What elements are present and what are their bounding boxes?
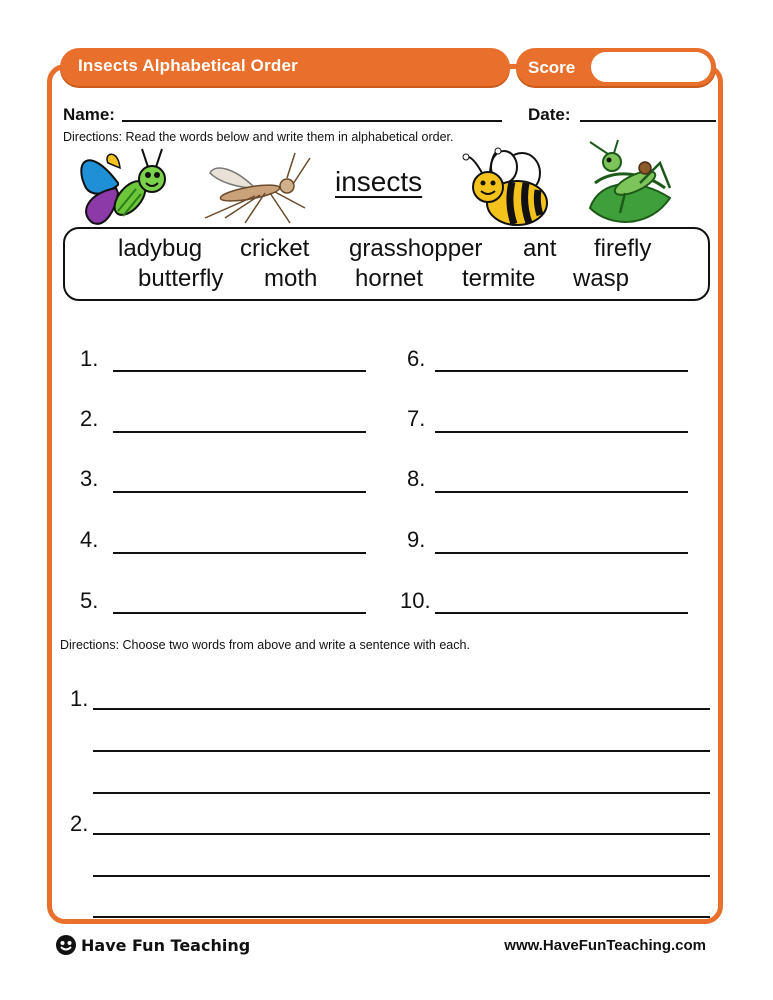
word-grasshopper: grasshopper — [349, 235, 483, 262]
answer-line-4[interactable] — [113, 552, 366, 554]
score-label: Score — [528, 58, 576, 77]
word-wasp: wasp — [573, 265, 630, 292]
word-termite: termite — [462, 265, 536, 292]
answer-line-1[interactable] — [113, 370, 366, 372]
brand-logo-icon — [55, 934, 77, 956]
date-field[interactable] — [580, 120, 716, 122]
answer-line-2[interactable] — [113, 431, 366, 433]
name-field[interactable] — [122, 120, 502, 122]
answer-number: 6. — [407, 346, 426, 371]
word-firefly: firefly — [594, 235, 652, 262]
topic-heading: insects — [335, 166, 423, 197]
answer-line-7[interactable] — [435, 431, 688, 433]
sentence-number: 2. — [70, 811, 89, 836]
answer-line-5[interactable] — [113, 612, 366, 614]
name-label: Name: — [63, 105, 115, 124]
word-ant: ant — [523, 235, 557, 262]
mosquito-icon — [195, 148, 315, 228]
sentence-number: 1. — [70, 686, 89, 711]
brand-logo — [55, 934, 250, 956]
sentence-line[interactable] — [93, 916, 710, 918]
sentence-line[interactable] — [93, 792, 710, 794]
sentence-line[interactable] — [93, 875, 710, 877]
answer-number: 9. — [407, 527, 426, 552]
word-cricket: cricket — [240, 235, 310, 262]
answer-line-6[interactable] — [435, 370, 688, 372]
answer-number: 4. — [80, 527, 99, 552]
directions-alphabetical: Directions: Read the words below and write them in alphabetical order. — [63, 130, 454, 144]
answer-line-8[interactable] — [435, 491, 688, 493]
answer-line-3[interactable] — [113, 491, 366, 493]
brand-name: Have Fun Teaching — [81, 935, 251, 955]
directions-sentences: Directions: Choose two words from above and write a sentence with each. — [60, 638, 470, 652]
answer-number: 5. — [80, 588, 99, 613]
answer-number: 10. — [400, 588, 431, 613]
word-hornet: hornet — [355, 265, 424, 292]
sentence-line[interactable] — [93, 833, 710, 835]
answer-line-10[interactable] — [435, 612, 688, 614]
word-butterfly: butterfly — [138, 265, 224, 292]
answer-number: 3. — [80, 466, 99, 491]
grasshopper-icon — [580, 138, 680, 228]
bee-icon — [462, 145, 557, 230]
footer-url[interactable]: www.HaveFunTeaching.com — [504, 937, 706, 954]
answer-number: 7. — [407, 406, 426, 431]
answer-line-9[interactable] — [435, 552, 688, 554]
date-label: Date: — [528, 105, 571, 124]
worksheet-title: Insects Alphabetical Order — [78, 56, 298, 75]
score-input[interactable] — [591, 52, 711, 82]
word-ladybug: ladybug — [118, 235, 203, 262]
answer-number: 8. — [407, 466, 426, 491]
word-moth: moth — [264, 265, 318, 292]
answer-number: 2. — [80, 406, 99, 431]
sentence-line[interactable] — [93, 750, 710, 752]
answer-number: 1. — [80, 346, 99, 371]
sentence-line[interactable] — [93, 708, 710, 710]
butterfly-icon — [78, 143, 173, 228]
